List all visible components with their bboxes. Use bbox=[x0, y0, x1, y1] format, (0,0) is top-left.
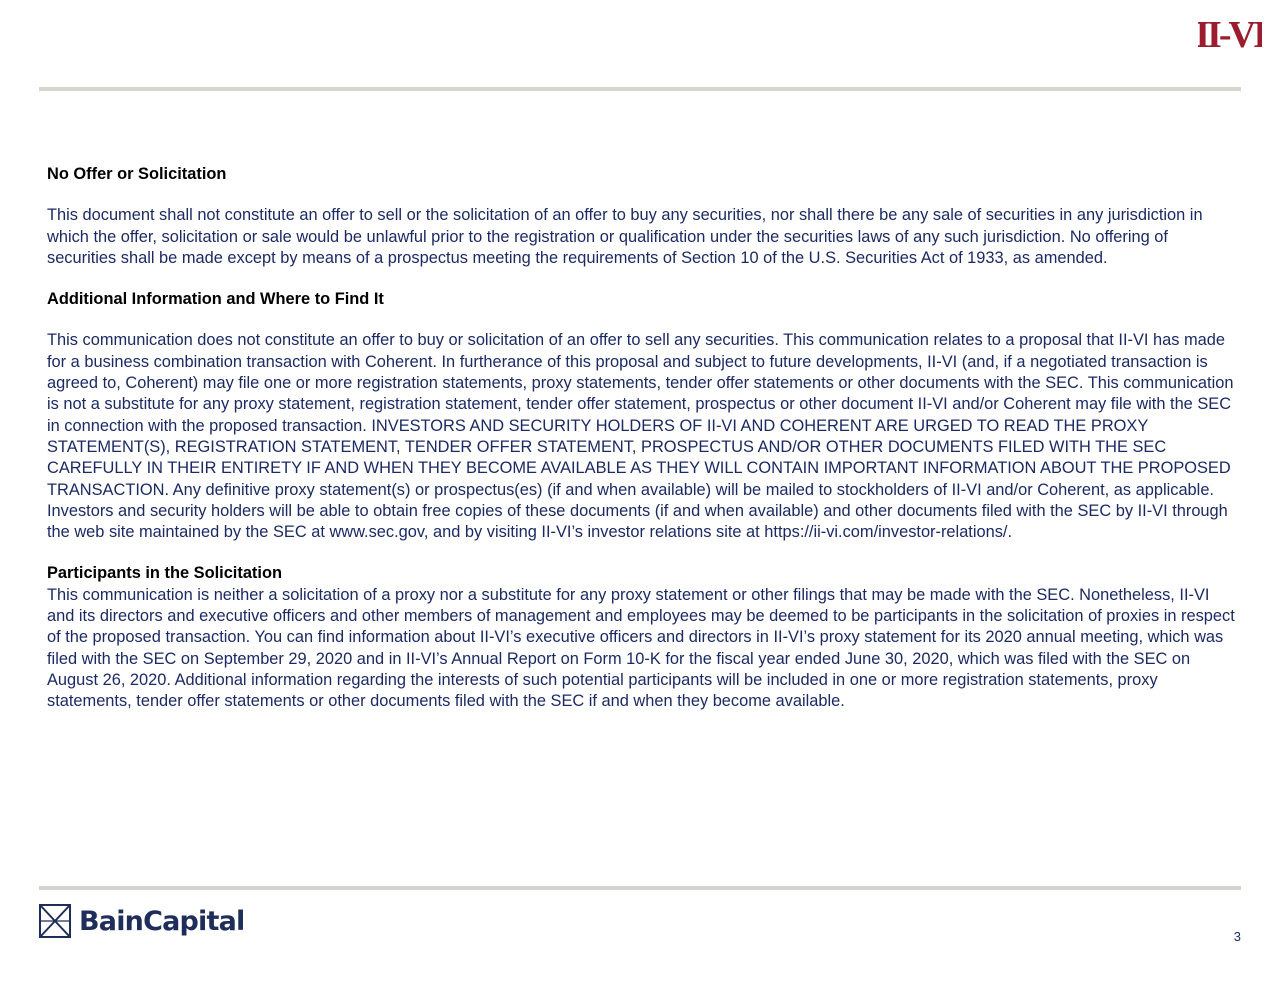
section-body-additional-info: This communication does not constitute an offer to buy or solicitation of an offer to sell any securities. This communication relates to a proposal that II-VI has made for a business combination transaction with Coherent. In furtherance of this proposal and subject to future developments, II-VI (and, if a negotiated transaction is agreed to, Coherent) may file one or more registration statements, proxy statements, tender offer statements or other documents with the SEC. This communication is not a substitute for any proxy statement, registration statement, tender offer statement, prospectus or other document II-VI and/or Coherent may file with the SEC in connection with the proposed transaction. INVESTORS AND SECURITY HOLDERS OF II-VI AND COHERENT ARE URGED TO READ THE PROXY STATEMENT(S), REGISTRATION STATEMENT, TENDER OFFER STATEMENT, PROSPECTUS AND/OR OTHER DOCUMENTS FILED WITH THE SEC CAREFULLY IN THEIR ENTIRETY IF AND WHEN THEY BECOME AVAILABLE AS THEY WILL CONTAIN IMPORTANT INFORMATION ABOUT THE PROPOSED TRANSACTION. Any definitive proxy statement(s) or prospectus(es) (if and when available) will be mailed to stockholders of II-VI and/or Coherent, as applicable. Investors and security holders will be able to obtain free copies of these documents (if and when available) and other documents filed with the SEC by II-VI through the web site maintained by the SEC at www.sec.gov, and by visiting II-VI’s investor relations site at https://ii-vi.com/investor-relations/. bbox=[47, 331, 1234, 542]
bain-capital-logo-text: BainCapital bbox=[79, 905, 245, 937]
page-number: 3 bbox=[1233, 929, 1241, 944]
bain-capital-logo bbox=[39, 903, 244, 939]
iivi-logo-text: II-VI bbox=[1198, 14, 1262, 54]
header-divider bbox=[39, 87, 1241, 91]
bain-capital-logo-icon bbox=[39, 904, 71, 938]
footer-divider bbox=[39, 886, 1241, 890]
section-heading-no-offer: No Offer or Solicitation bbox=[47, 165, 227, 183]
iivi-logo bbox=[1198, 14, 1262, 54]
iivi-logo-mark bbox=[1198, 14, 1262, 54]
disclaimer-content bbox=[47, 164, 1237, 713]
section-body-participants: This communication is neither a solicitation of a proxy nor a substitute for any proxy statement or other filings that may be made with the SEC. Nonetheless, II-VI and its directors and executive officers and other members of management and employees may be deemed to be participants in the solicitation of proxies in respect of the proposed transaction. You can find information about II-VI’s executive officers and directors in II-VI’s proxy statement for its 2020 annual meeting, which was filed with the SEC on September 29, 2020 and in II-VI’s Annual Report on Form 10-K for the fiscal year ended June 30, 2020, which was filed with the SEC on August 26, 2020. Additional information regarding the interests of such potential participants will be included in one or more registration statements, proxy statements, tender offer statements or other documents filed with the SEC if and when they become available. bbox=[47, 585, 1235, 711]
section-body-no-offer: This document shall not constitute an offer to sell or the solicitation of an offer to buy any securities, nor shall there be any sale of securities in any jurisdiction in which the offer, solicitation or sale would be unlawful prior to the registration or qualification under the securities laws of any such jurisdiction. No offering of securities shall be made except by means of a prospectus meeting the requirements of Section 10 of the U.S. Securities Act of 1933, as amended. bbox=[47, 206, 1203, 267]
section-heading-participants: Participants in the Solicitation bbox=[47, 564, 282, 583]
section-heading-additional-info: Additional Information and Where to Find It bbox=[47, 290, 384, 309]
